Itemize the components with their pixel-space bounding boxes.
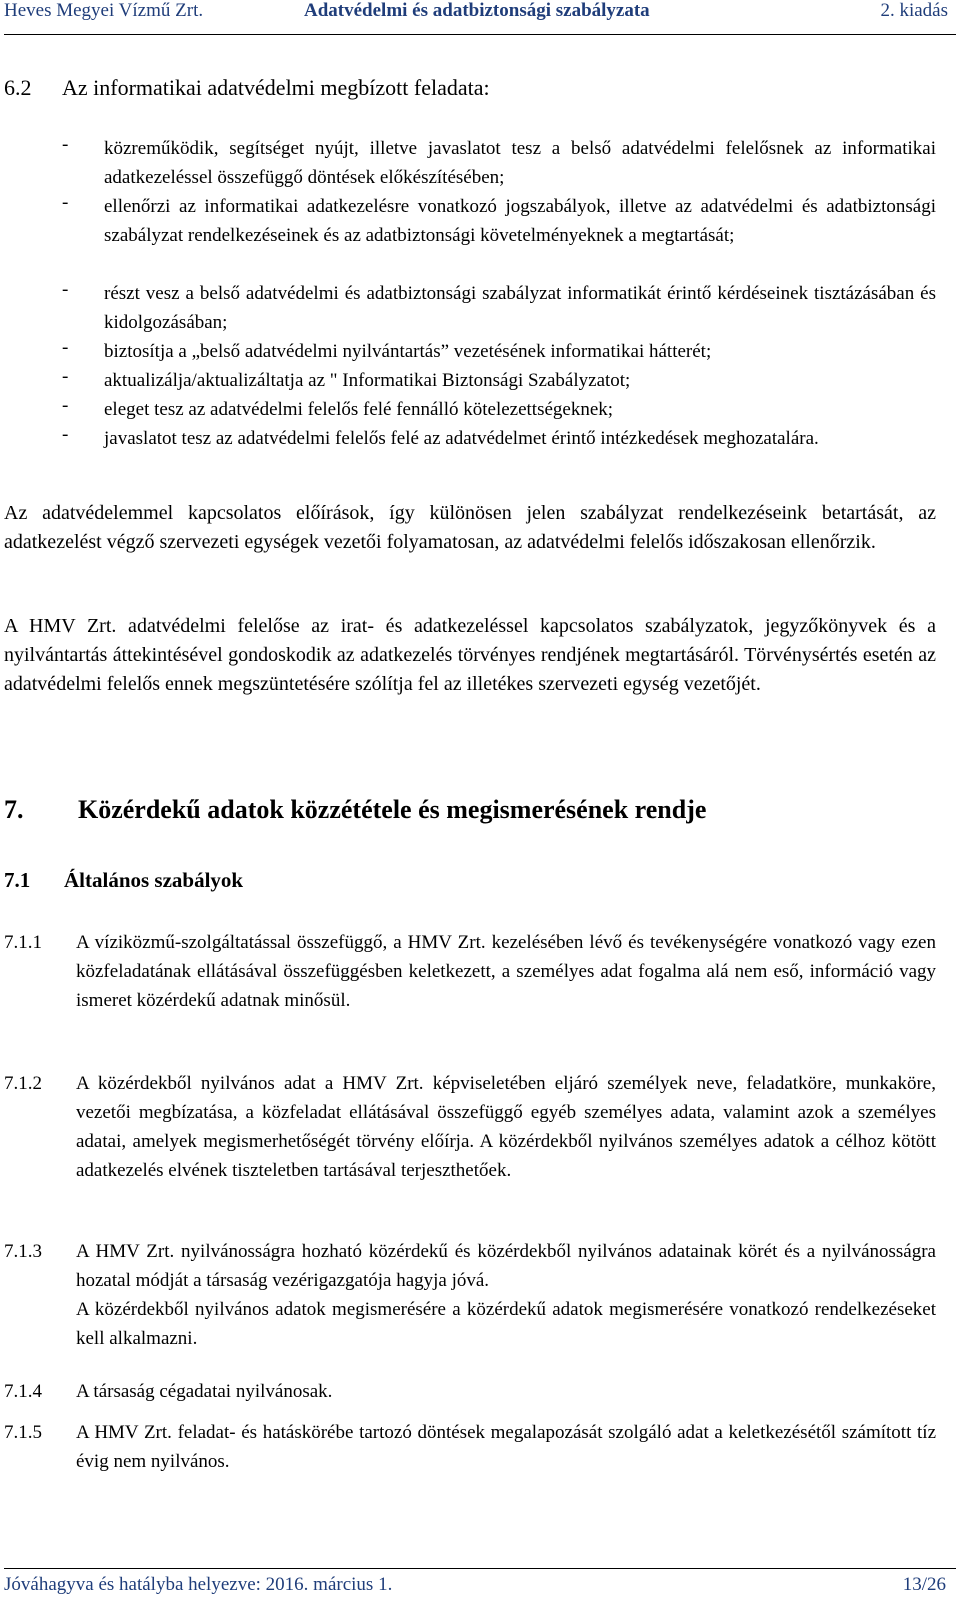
section-title: Közérdekű adatok közzététele és megismerésének rendje (78, 795, 707, 824)
list-dash: - (62, 279, 69, 300)
list-dash: - (62, 337, 69, 358)
header-company: Heves Megyei Vízmű Zrt. (4, 0, 204, 21)
footer-divider (4, 1568, 956, 1569)
header-document-title: Adatvédelmi és adatbiztonsági szabályzata (304, 0, 650, 21)
section-title: Az informatikai adatvédelmi megbízott feladata: (62, 75, 490, 100)
section-7-heading (4, 795, 706, 825)
footer-approval-date: Jóváhagyva és hatályba helyezve: 2016. március 1. (4, 1574, 393, 1595)
header-edition: 2. kiadás (880, 0, 948, 21)
list-item: aktualizálja/aktualizáltatja az " Informatikai Biztonsági Szabályzatot; (104, 370, 631, 391)
list-dash: - (62, 366, 69, 387)
item-text: A víziközmű-szolgáltatással összefüggő, a HMV Zrt. kezelésében lévő és tevékenységére vonatkozó vagy ezen közfeladatának ellátásával összefüggésben keletkezett, a személyes adat fogalma alá nem eső, információ vagy ismeret közérdekű adatnak minősül. (76, 932, 936, 1011)
list-item: javaslatot tesz az adatvédelmi felelős felé az adatvédelmet érintő intézkedések meghozatalára. (104, 428, 819, 449)
section-number: 6.2 (4, 75, 32, 100)
item-number: 7.1.2 (4, 1073, 42, 1094)
list-item: ellenőrzi az informatikai adatkezelésre vonatkozó jogszabályok, illetve az adatvédelmi és adatbiztonsági szabályzat rendelkezéseinek és az adatbiztonsági követelményeknek a megtartását; (104, 196, 936, 246)
section-7-1-heading (4, 868, 243, 893)
section-title: Általános szabályok (64, 868, 244, 892)
item-number: 7.1.4 (4, 1381, 42, 1402)
list-item: közreműködik, segítséget nyújt, illetve javaslatot tesz a belső adatvédelmi felelősnek az informatikai adatkezeléssel összefüggő döntések előkészítésében; (104, 138, 936, 188)
item-text: A társaság cégadatai nyilvánosak. (76, 1381, 333, 1402)
list-item: részt vesz a belső adatvédelmi és adatbiztonsági szabályzat informatikát érintő kérdéseinek tisztázásában és kidolgozásában; (104, 283, 936, 333)
list-item: eleget tesz az adatvédelmi felelős felé fennálló kötelezettségeknek; (104, 399, 614, 420)
list-dash: - (62, 424, 69, 445)
item-text: A HMV Zrt. nyilvánosságra hozható közérdekű és közérdekből nyilvános adatainak körét és a nyilvánosságra hozatal módját a társaság vezérigazgatója hagyja jóvá. (76, 1241, 936, 1291)
section-number: 7.1 (4, 868, 31, 892)
paragraph: A HMV Zrt. adatvédelmi felelőse az irat- és adatkezeléssel kapcsolatos szabályzatok, jegyzőkönyvek és a nyilvántartás áttekintésével gondoskodik az adatkezelés törvényes rendjének megtartásáról. Törvénysértés esetén az adatvédelmi felelős ennek megszüntetésére szólítja fel az illetékes szervezeti egység vezetőjét. (4, 615, 936, 695)
list-dash: - (62, 395, 69, 416)
item-text: A közérdekből nyilvános adat a HMV Zrt. képviseletében eljáró személyek neve, feladatköre, munkaköre, vezetői megbízatása, a közfeladat ellátásával összefüggő egyéb személyes adata, valamint azok a személyes adatai, amelyek megismerhetőségét törvény előírja. A közérdekből nyilvános személyes adatok a célhoz kötött adatkezelés elvének tiszteletben tartásával terjeszthetőek. (76, 1073, 936, 1181)
item-number: 7.1.1 (4, 932, 42, 953)
page-header (4, 0, 956, 32)
header-divider (4, 34, 956, 35)
page-number: 13/26 (902, 1574, 946, 1595)
list-item: biztosítja a „belső adatvédelmi nyilvántartás” vezetésének informatikai hátterét; (104, 341, 712, 362)
list-dash: - (62, 134, 69, 155)
item-text: A HMV Zrt. feladat- és hatáskörébe tartozó döntések megalapozását szolgáló adat a keletkezésétől számított tíz évig nem nyilvános. (76, 1422, 936, 1472)
list-dash: - (62, 192, 69, 213)
section-6-2-heading (4, 75, 490, 101)
section-number: 7. (4, 795, 24, 824)
item-number: 7.1.5 (4, 1422, 42, 1443)
item-number: 7.1.3 (4, 1241, 42, 1262)
paragraph: Az adatvédelemmel kapcsolatos előírások, így különösen jelen szabályzat rendelkezéseink betartását, az adatkezelést végző szervezeti egységek vezetői folyamatosan, az adatvédelmi felelős időszakosan ellenőrzik. (4, 502, 936, 553)
item-text-continued: A közérdekből nyilvános adatok megismerésére a közérdekű adatok megismerésére vonatkozó rendelkezéseket kell alkalmazni. (76, 1299, 936, 1349)
